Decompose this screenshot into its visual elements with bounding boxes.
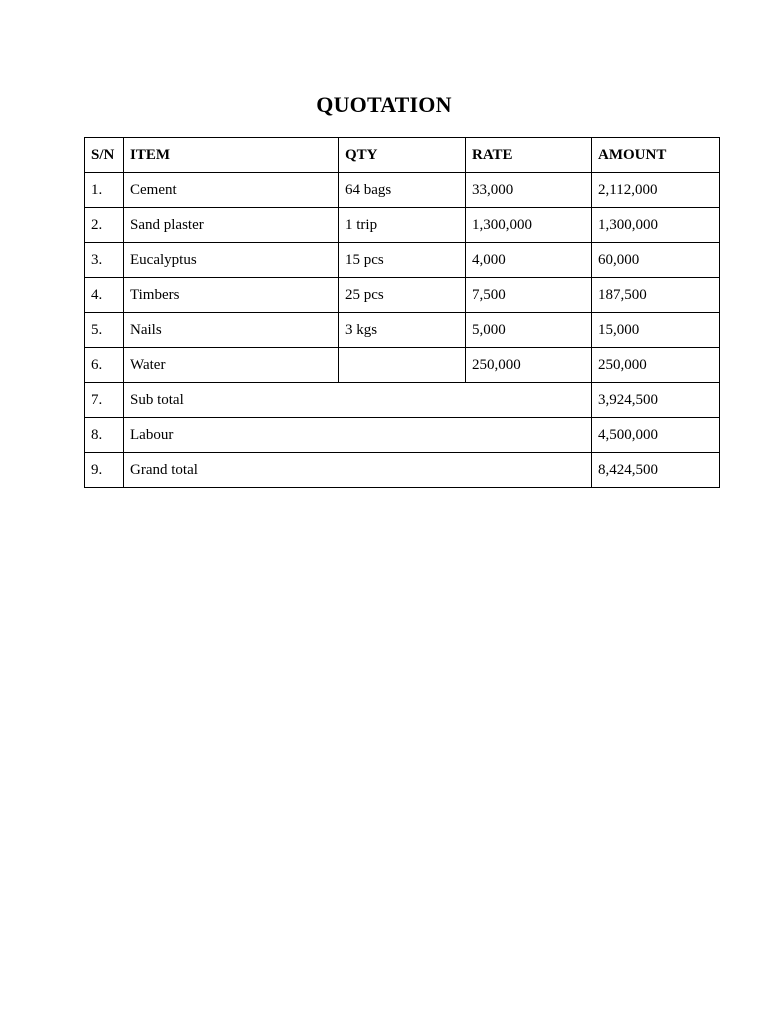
- cell-item: Eucalyptus: [124, 243, 339, 278]
- cell-sn: 6.: [85, 348, 124, 383]
- cell-amount: 250,000: [592, 348, 720, 383]
- header-amount: AMOUNT: [592, 138, 720, 173]
- cell-rate: 250,000: [466, 348, 592, 383]
- header-sn: S/N: [85, 138, 124, 173]
- header-item: ITEM: [124, 138, 339, 173]
- quotation-table: [84, 137, 720, 488]
- cell-sn: 4.: [85, 278, 124, 313]
- table-row: [85, 348, 720, 383]
- cell-sn: 5.: [85, 313, 124, 348]
- document-title: QUOTATION: [316, 92, 452, 117]
- table-row: [85, 243, 720, 278]
- labour-amount: 4,500,000: [592, 418, 720, 453]
- cell-item: Cement: [124, 173, 339, 208]
- cell-qty: 25 pcs: [339, 278, 466, 313]
- cell-qty: 3 kgs: [339, 313, 466, 348]
- cell-item: Nails: [124, 313, 339, 348]
- cell-sn: 8.: [85, 418, 124, 453]
- labour-row: [85, 418, 720, 453]
- cell-qty: 15 pcs: [339, 243, 466, 278]
- header-row: [85, 138, 720, 173]
- cell-qty: [339, 348, 466, 383]
- header-rate: RATE: [466, 138, 592, 173]
- table-row: [85, 208, 720, 243]
- table-row: [85, 173, 720, 208]
- cell-amount: 60,000: [592, 243, 720, 278]
- subtotal-row: [85, 383, 720, 418]
- cell-item: Sand plaster: [124, 208, 339, 243]
- cell-amount: 2,112,000: [592, 173, 720, 208]
- cell-amount: 187,500: [592, 278, 720, 313]
- cell-sn: 2.: [85, 208, 124, 243]
- cell-amount: 1,300,000: [592, 208, 720, 243]
- cell-sn: 9.: [85, 453, 124, 488]
- grand-total-row: [85, 453, 720, 488]
- cell-rate: 4,000: [466, 243, 592, 278]
- cell-rate: 33,000: [466, 173, 592, 208]
- grand-total-amount: 8,424,500: [592, 453, 720, 488]
- cell-sn: 3.: [85, 243, 124, 278]
- cell-sn: 1.: [85, 173, 124, 208]
- cell-rate: 7,500: [466, 278, 592, 313]
- subtotal-label: Sub total: [124, 383, 592, 418]
- labour-label: Labour: [124, 418, 592, 453]
- cell-amount: 15,000: [592, 313, 720, 348]
- cell-item: Timbers: [124, 278, 339, 313]
- grand-total-label: Grand total: [124, 453, 592, 488]
- cell-item: Water: [124, 348, 339, 383]
- header-qty: QTY: [339, 138, 466, 173]
- cell-qty: 64 bags: [339, 173, 466, 208]
- cell-rate: 1,300,000: [466, 208, 592, 243]
- cell-sn: 7.: [85, 383, 124, 418]
- table-row: [85, 313, 720, 348]
- subtotal-amount: 3,924,500: [592, 383, 720, 418]
- cell-qty: 1 trip: [339, 208, 466, 243]
- table-row: [85, 278, 720, 313]
- cell-rate: 5,000: [466, 313, 592, 348]
